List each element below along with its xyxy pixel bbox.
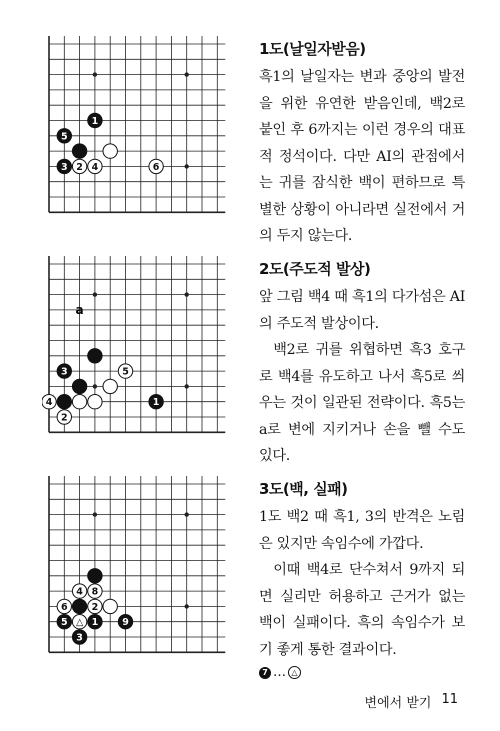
white-stone bbox=[72, 395, 86, 409]
star-point bbox=[185, 72, 189, 76]
note-separator: … bbox=[273, 665, 286, 680]
paragraph: 1도 백2 때 흑1, 3의 반격은 노림은 있지만 속임수에 가깝다. bbox=[259, 509, 465, 552]
stone-label: 6 bbox=[60, 601, 68, 613]
stone-label: △ bbox=[75, 617, 84, 629]
page-footer bbox=[365, 692, 458, 711]
star-point bbox=[185, 604, 189, 608]
go-board-2 bbox=[42, 256, 242, 436]
stone-label: 6 bbox=[152, 161, 160, 173]
stone-label: 3 bbox=[76, 632, 83, 644]
star-point bbox=[185, 292, 189, 296]
stone-label: 9 bbox=[122, 617, 129, 629]
stone-label: 1 bbox=[152, 397, 160, 409]
star-point bbox=[93, 292, 97, 296]
chapter-name: 변에서 받기 bbox=[364, 696, 432, 711]
paragraph: 흑1의 날일자는 변과 중앙의 발전을 위한 유연한 받음인데, 백2로 붙인 후 6까지는 이런 경우의 대표적 정석이다. 다만 AI의 관점에서는 귀를 잠식한 백이 편하므로 특별한 상황이 아니라면 실전에서 거의 두지 않는다. bbox=[259, 69, 465, 244]
white-stone bbox=[103, 144, 117, 158]
section-1 bbox=[259, 38, 465, 250]
stone-label: 1 bbox=[91, 116, 99, 127]
stone-label: 4 bbox=[76, 586, 83, 598]
stone-label: 5 bbox=[60, 131, 68, 143]
black-stone bbox=[88, 349, 102, 363]
stone-label: 8 bbox=[91, 586, 99, 598]
white-stone bbox=[103, 599, 117, 613]
stone-label: 3 bbox=[60, 161, 68, 173]
diagram-title: 1도(날일자받음) bbox=[259, 40, 366, 58]
star-point bbox=[93, 384, 97, 388]
page-number: 11 bbox=[441, 692, 458, 707]
star-point bbox=[93, 72, 97, 76]
stone-label: 3 bbox=[60, 366, 68, 378]
move-note bbox=[259, 665, 465, 680]
white-stone-icon: △ bbox=[288, 666, 301, 679]
stone-label: 2 bbox=[91, 601, 99, 613]
white-stone bbox=[88, 395, 102, 409]
black-stone bbox=[72, 379, 86, 393]
stone-label: 2 bbox=[76, 161, 83, 173]
stone-label: 1 bbox=[91, 617, 99, 629]
stone-label: 4 bbox=[91, 161, 99, 173]
black-stone bbox=[72, 599, 86, 613]
paragraph: 이때 백4로 단수쳐서 9까지 되면 실리만 허용하고 근거가 없는 백이 실패이다. 흑의 속임수가 보기 좋게 통한 결과이다. bbox=[259, 562, 465, 658]
stone-label: 5 bbox=[60, 617, 68, 629]
diagram-title: 3도(백, 실패) bbox=[259, 480, 348, 498]
white-stone bbox=[103, 379, 117, 393]
section-2 bbox=[259, 258, 465, 470]
star-point bbox=[185, 164, 189, 168]
paragraph: 백2로 귀를 위협하면 흑3 호구로 백4를 유도하고 나서 흑5로 씌우는 것이 일관된 전략이다. 흑5는 a로 변에 지키거나 손을 뺄 수도 있다. bbox=[259, 342, 465, 464]
board-letter: a bbox=[75, 302, 84, 317]
stone-label: 4 bbox=[45, 397, 53, 409]
black-stone bbox=[57, 395, 71, 409]
black-stone bbox=[72, 144, 86, 158]
black-stone-icon: 7 bbox=[259, 667, 271, 679]
board-grid bbox=[49, 36, 225, 212]
star-point bbox=[185, 384, 189, 388]
star-point bbox=[185, 512, 189, 516]
paragraph: 앞 그림 백4 때 흑1의 다가섬은 AI의 주도적 발상이다. bbox=[259, 289, 465, 332]
diagram-title: 2도(주도적 발상) bbox=[259, 260, 371, 278]
go-board-1 bbox=[42, 36, 242, 216]
star-point bbox=[93, 512, 97, 516]
go-board-3 bbox=[42, 476, 242, 656]
black-stone bbox=[88, 569, 102, 583]
stone-label: 5 bbox=[122, 366, 129, 378]
stone-label: 2 bbox=[60, 412, 68, 424]
section-3 bbox=[259, 478, 465, 680]
